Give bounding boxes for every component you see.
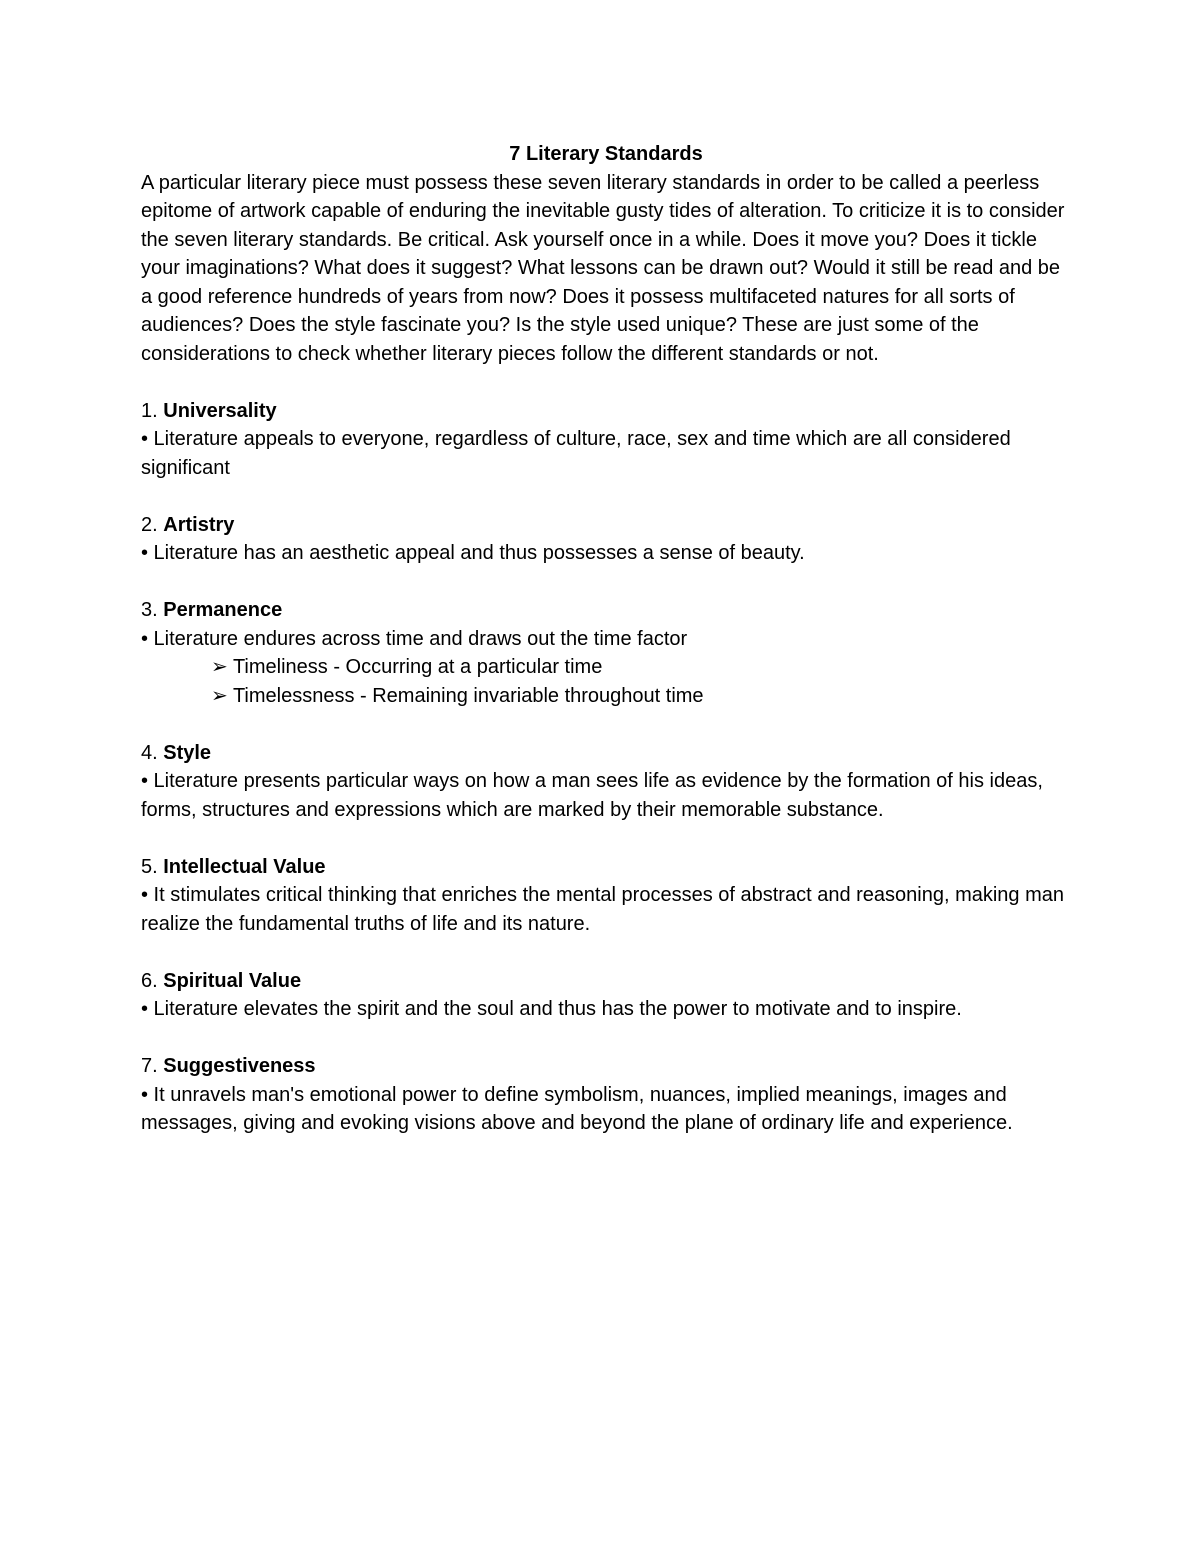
section-bullet: • Literature presents particular ways on how a man sees life as evidence by the formation of his ideas, forms, structures and expressions which are marked by their memorable substance. <box>141 770 1043 821</box>
section-name: Suggestiveness <box>163 1055 316 1077</box>
section-number: 5. <box>141 855 158 878</box>
section-bullet: • It stimulates critical thinking that enriches the mental processes of abstract and reasoning, making man realize the fundamental truths of life and its nature. <box>141 884 1065 935</box>
section-suggestiveness <box>141 1052 1071 1138</box>
section-universality <box>141 397 1071 483</box>
section-number: 3. <box>141 599 158 621</box>
section-heading <box>141 1052 1071 1081</box>
section-bullet: • Literature elevates the spirit and the soul and thus has the power to motivate and to inspire. <box>141 998 962 1020</box>
section-heading <box>141 967 1071 996</box>
sub-item-timelessness: ➢ Timelessness - Remaining invariable throughout time <box>211 684 704 707</box>
intro-paragraph: A particular literary piece must possess these seven literary standards in order to be called a peerless epitome of artwork capable of enduring the inevitable gusty tides of alteration. To criticize it is to consider the seven literary standards. Be critical. Ask yourself once in a while. Does it move you? Does it tickle your imaginations? What does it suggest? What lessons can be drawn out? Would it still be read and be a good reference hundreds of years from now? Does it possess multifaceted natures for all sorts of audiences? Does the style fascinate you? Is the style used unique? These are just some of the considerations to check whether literary pieces follow the different standards or not. <box>141 171 1065 365</box>
section-number: 4. <box>141 741 158 764</box>
section-name: Universality <box>163 399 277 422</box>
section-heading <box>141 397 1071 426</box>
document-title: 7 Literary Standards <box>509 143 703 165</box>
section-heading <box>141 739 1071 768</box>
section-name: Style <box>163 741 212 764</box>
section-name: Intellectual Value <box>163 855 326 878</box>
section-bullet: • Literature has an aesthetic appeal and thus possesses a sense of beauty. <box>141 542 805 564</box>
section-intellectual-value <box>141 853 1071 939</box>
section-bullet: • Literature endures across time and draws out the time factor <box>141 627 688 650</box>
section-bullet: • Literature appeals to everyone, regardless of culture, race, sex and time which are all considered significant <box>141 428 1011 479</box>
section-name: Artistry <box>163 513 235 536</box>
section-heading <box>141 596 1071 625</box>
section-number: 7. <box>141 1055 158 1077</box>
section-permanence <box>141 596 1071 710</box>
section-name: Spiritual Value <box>163 969 302 992</box>
section-number: 1. <box>141 399 158 422</box>
section-bullet: • It unravels man's emotional power to define symbolism, nuances, implied meanings, images and messages, giving and evoking visions above and beyond the plane of ordinary life and experience. <box>141 1083 1013 1134</box>
sub-item-timeliness: ➢ Timeliness - Occurring at a particular time <box>211 656 603 678</box>
section-style <box>141 739 1071 825</box>
section-spiritual-value <box>141 967 1071 1024</box>
document-page <box>141 140 1071 1138</box>
section-name: Permanence <box>163 599 283 621</box>
section-artistry <box>141 511 1071 568</box>
section-number: 6. <box>141 969 158 992</box>
section-number: 2. <box>141 513 158 536</box>
section-heading <box>141 853 1071 882</box>
section-heading <box>141 511 1071 540</box>
